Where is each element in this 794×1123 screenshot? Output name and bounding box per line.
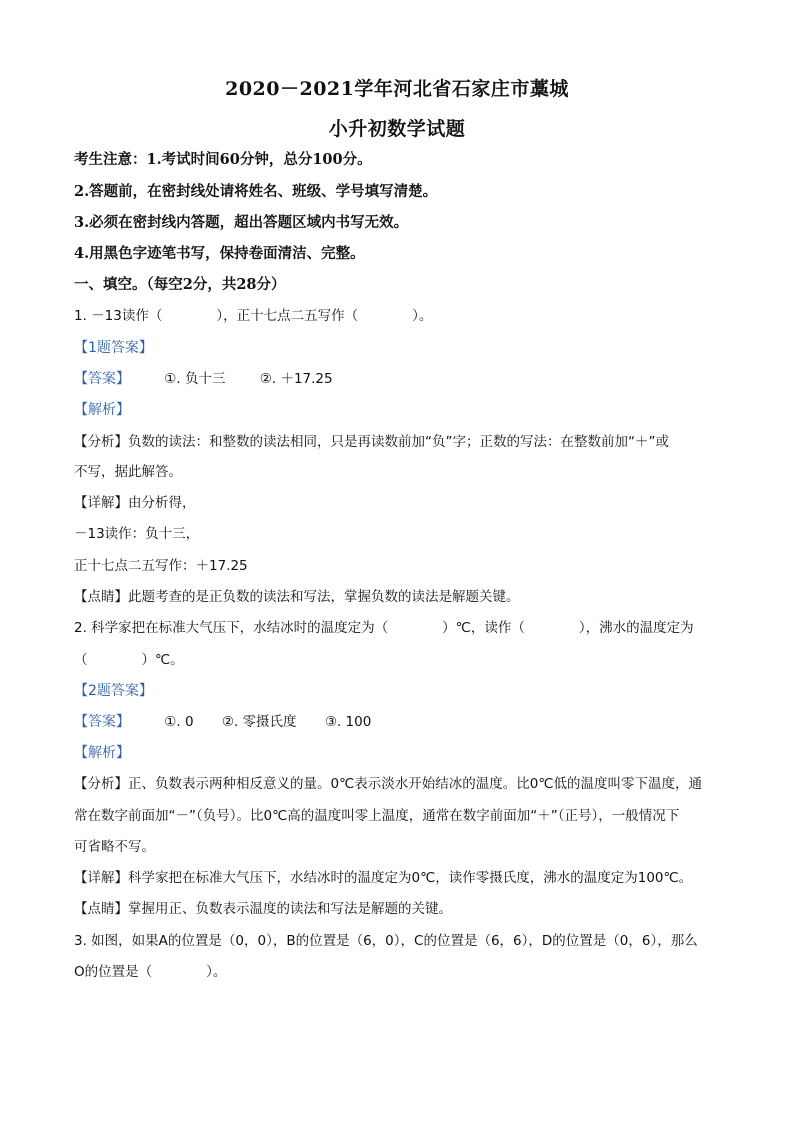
q2-analysis-line1: 【分析】正、负数表示两种相反意义的量。0℃表示淡水开始结冰的温度。比0℃低的温度叫零下温度，通 bbox=[74, 776, 702, 792]
q1-comment: 【点睛】此题考查的是正负数的读法和写法，掌握负数的读法是解题关键。 bbox=[74, 589, 520, 605]
q2-answer-2: ②. 零摄氏度 bbox=[221, 714, 297, 730]
q1-answer-label: 【答案】 bbox=[74, 371, 130, 387]
q2-question-line1: 2. 科学家把在标准大气压下，水结冰时的温度定为（ ）℃，读作（ ），沸水的温度定为 bbox=[74, 620, 694, 636]
q1-detail-line1: 【详解】由分析得， bbox=[74, 495, 196, 511]
q1-answer-2: ②. ＋17.25 bbox=[259, 371, 333, 387]
notice-line-2: 2.答题前，在密封线处请将姓名、班级、学号填写清楚。 bbox=[74, 183, 438, 200]
q1-analysis-line1: 【分析】负数的读法：和整数的读法相同，只是再读数前加“负”字；正数的写法：在整数前加“＋”或 bbox=[74, 434, 669, 450]
section-heading: 一、填空。（每空2分，共28分） bbox=[74, 276, 286, 293]
notice-line-4: 4.用黑色字迹笔书写，保持卷面清洁、完整。 bbox=[74, 245, 365, 262]
q1-detail-line2: －13读作：负十三， bbox=[74, 526, 200, 542]
q1-answer-row bbox=[74, 369, 734, 389]
q2-analysis-label: 【解析】 bbox=[74, 745, 130, 761]
q3-question-line2: O的位置是（ ）。 bbox=[74, 964, 227, 980]
q2-question-line2: （ ）℃。 bbox=[74, 652, 184, 668]
q2-answer-1: ①. 0 bbox=[164, 714, 194, 730]
q3-question-line1: 3. 如图，如果A的位置是（0，0），B的位置是（6，0），C的位置是（6，6），D的位置是（0，6），那么 bbox=[74, 933, 698, 949]
q2-answer-label: 【答案】 bbox=[74, 714, 130, 730]
q2-analysis-line3: 可省略不写。 bbox=[74, 839, 155, 855]
notice-line-1: 考生注意：1.考试时间60分钟，总分100分。 bbox=[74, 151, 372, 168]
q1-answer-header: 【1题答案】 bbox=[74, 340, 153, 356]
q2-analysis-line2: 常在数字前面加“－”（负号）。比0℃高的温度叫零上温度，通常在数字前面加“＋”（正号），一般情况下 bbox=[74, 808, 680, 824]
q2-answer-3: ③. 100 bbox=[324, 714, 372, 730]
notice-line-3: 3.必须在密封线内答题，超出答题区域内书写无效。 bbox=[74, 214, 409, 231]
q1-question: 1. －13读作（ ），正十七点二五写作（ ）。 bbox=[74, 308, 433, 324]
q1-answer-1: ①. 负十三 bbox=[164, 371, 226, 387]
exam-title-line2: 小升初数学试题 bbox=[328, 118, 466, 140]
q2-detail: 【详解】科学家把在标准大气压下，水结冰时的温度定为0℃，读作零摄氏度，沸水的温度定为100℃。 bbox=[74, 870, 693, 886]
q2-answer-header: 【2题答案】 bbox=[74, 683, 153, 699]
q2-answer-row bbox=[74, 712, 734, 732]
q1-detail-line3: 正十七点二五写作：＋17.25 bbox=[74, 558, 248, 574]
q1-analysis-line2: 不写，据此解答。 bbox=[74, 464, 182, 480]
q1-analysis-label: 【解析】 bbox=[74, 402, 130, 418]
q2-comment: 【点睛】掌握用正、负数表示温度的读法和写法是解题的关键。 bbox=[74, 901, 452, 917]
exam-title-line1: 2020－2021学年河北省石家庄市藁城 bbox=[225, 78, 569, 100]
